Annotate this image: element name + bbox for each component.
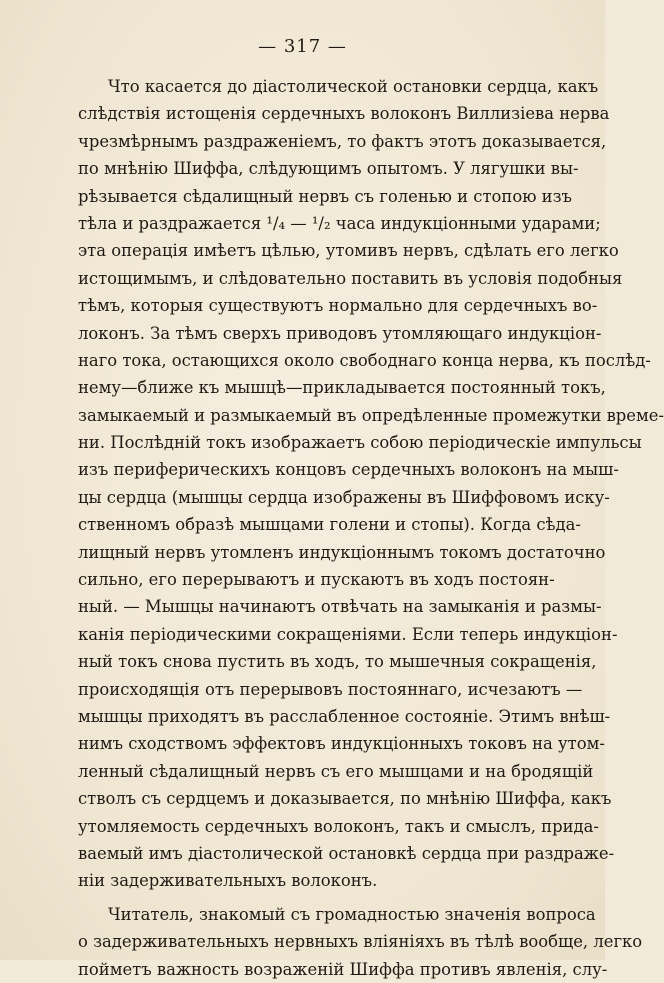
text-line: тѣмъ, которыя существуютъ нормально для сердечныхъ во-	[78, 296, 598, 316]
page-number: — 317 —	[258, 36, 347, 57]
body-text	[78, 73, 664, 983]
text-line: истощимымъ, и слѣдовательно поставить въ условія подобныя	[78, 268, 623, 288]
text-line: ный токъ снова пустить въ ходъ, то мышечныя сокращенія,	[78, 652, 597, 672]
text-line: нему—ближе къ мышцѣ—прикладывается постоянный токъ,	[78, 378, 606, 398]
text-line: ваемый имъ діастолической остановкѣ сердца при раздраже-	[78, 843, 615, 863]
text-line: мышцы приходятъ въ расслабленное состояніе. Этимъ внѣш-	[78, 706, 611, 726]
text-line: тѣла и раздражается ¹/₄ — ¹/₂ часа индукціонными ударами;	[78, 213, 601, 233]
text-line: замыкаемый и размыкаемый въ опредѣленные промежутки време-	[78, 405, 664, 425]
paragraph	[78, 901, 643, 983]
text-line: канія періодическими сокращеніями. Если теперь индукціон-	[78, 624, 618, 644]
text-line: Читатель, знакомый съ громадностью значенія вопроса	[108, 904, 596, 924]
text-line: наго тока, остающихся около свободнаго конца нерва, къ послѣд-	[78, 350, 651, 370]
text-line: эта операція имѣетъ цѣлью, утомивъ нервъ, сдѣлать его легко	[78, 241, 619, 261]
text-line: локонъ. За тѣмъ сверхъ приводовъ утомляющаго индукціон-	[78, 323, 602, 343]
text-line: ственномъ образѣ мышцами голени и стопы). Когда сѣда-	[78, 515, 581, 535]
text-line: чрезмѣрнымъ раздраженіемъ, то фактъ этотъ доказывается,	[78, 131, 607, 151]
text-line: лищный нервъ утомленъ индукціоннымъ токомъ достаточно	[78, 542, 606, 562]
text-line: ніи задерживательныхъ волоконъ.	[78, 871, 378, 891]
text-line: ни. Послѣдній токъ изображаетъ собою періодическіе импульсы	[78, 433, 642, 453]
text-line: ный. — Мышцы начинаютъ отвѣчать на замыканія и размы-	[78, 597, 602, 617]
text-line: нимъ сходствомъ эффектовъ индукціонныхъ токовъ на утом-	[78, 734, 605, 754]
text-line: по мнѣнію Шиффа, слѣдующимъ опытомъ. У лягушки вы-	[78, 159, 579, 179]
text-line: ленный сѣдалищный нервъ съ его мышцами и на бродящій	[78, 761, 594, 781]
text-line: происходящія отъ перерывовъ постояннаго, исчезаютъ —	[78, 679, 583, 699]
paragraph	[78, 73, 664, 895]
text-line: цы сердца (мышцы сердца изображены въ Шиффовомъ иску-	[78, 487, 610, 507]
text-line: изъ периферическихъ концовъ сердечныхъ волоконъ на мыш-	[78, 460, 619, 480]
text-line: слѣдствія истощенія сердечныхъ волоконъ Виллизіева нерва	[78, 104, 610, 124]
text-line: о задерживательныхъ нервныхъ вліяніяхъ въ тѣлѣ вообще, легко	[78, 932, 643, 952]
text-line: рѣзывается сѣдалищный нервъ съ голенью и стопою изъ	[78, 186, 572, 206]
text-line: утомляемость сердечныхъ волоконъ, такъ и смыслъ, прида-	[78, 816, 599, 836]
text-line: Что касается до діастолической остановки сердца, какъ	[108, 77, 599, 96]
text-line: сильно, его перерываютъ и пускаютъ въ ходъ постоян-	[78, 570, 555, 590]
text-line: пойметъ важность возраженій Шиффа противъ явленія, слу-	[78, 959, 608, 979]
text-line: стволъ съ сердцемъ и доказывается, по мнѣнію Шиффа, какъ	[78, 789, 612, 809]
